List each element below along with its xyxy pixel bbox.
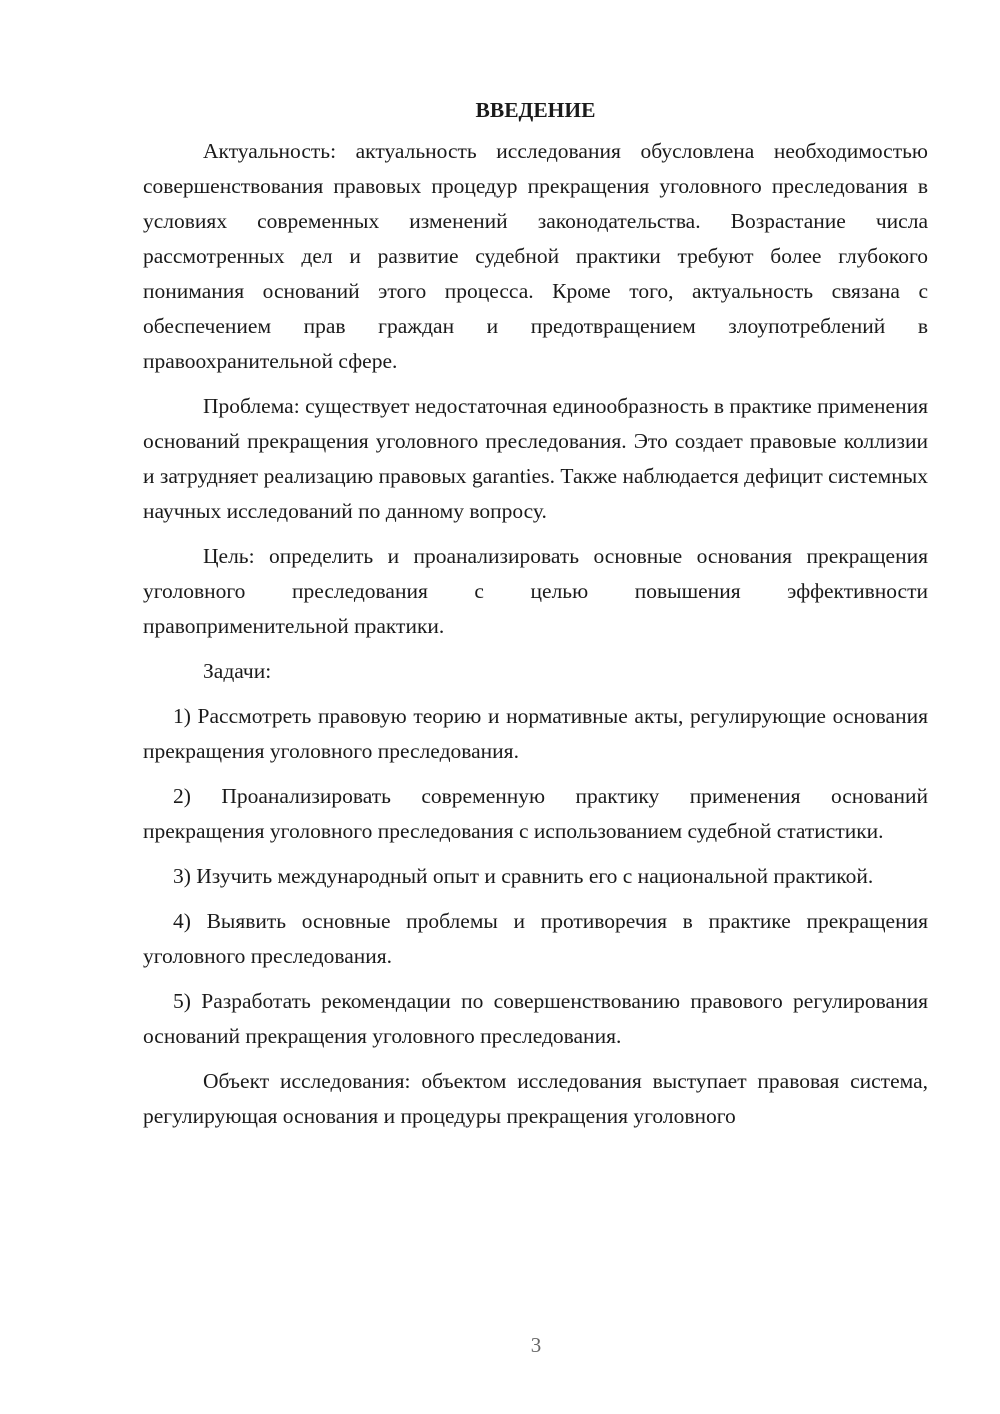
task-item: 5) Разработать рекомендации по совершенствованию правового регулирования оснований прекращения уголовного преследования. [143,989,928,1048]
document-page [143,92,928,1134]
problem-paragraph: Проблема: существует недостаточная единообразность в практике применения оснований прекращения уголовного преследования. Это создает правовые коллизии и затрудняет реализацию правовых garanties. Также наблюдается дефицит системных научных исследований по данному вопросу. [143,394,928,523]
page-title: ВВЕДЕНИЕ [475,98,596,122]
page-number: 3 [530,1333,542,1357]
task-item: 4) Выявить основные проблемы и противоречия в практике прекращения уголовного преследования. [143,909,928,968]
relevance-paragraph: Актуальность: актуальность исследования обусловлена необходимостью совершенствования правовых процедур прекращения уголовного преследования в условиях современных изменений законодательства. Возрастание числа рассмотренных дел и развитие судебной практики требуют более глубокого понимания оснований этого процесса. Кроме того, актуальность связана с обеспечением прав граждан и предотвращением злоупотреблений в правоохранительной сфере. [143,139,928,373]
task-item: 2) Проанализировать современную практику применения оснований прекращения уголовного преследования с использованием судебной статистики. [143,784,928,843]
task-item: 1) Рассмотреть правовую теорию и нормативные акты, регулирующие основания прекращения уголовного преследования. [143,704,928,763]
goal-paragraph: Цель: определить и проанализировать основные основания прекращения уголовного преследования с целью повышения эффективности правоприменительной практики. [143,544,928,638]
object-paragraph: Объект исследования: объектом исследования выступает правовая система, регулирующая основания и процедуры прекращения уголовного [143,1069,928,1128]
task-item: 3) Изучить международный опыт и сравнить его с национальной практикой. [173,864,874,888]
tasks-heading: Задачи: [203,659,272,683]
